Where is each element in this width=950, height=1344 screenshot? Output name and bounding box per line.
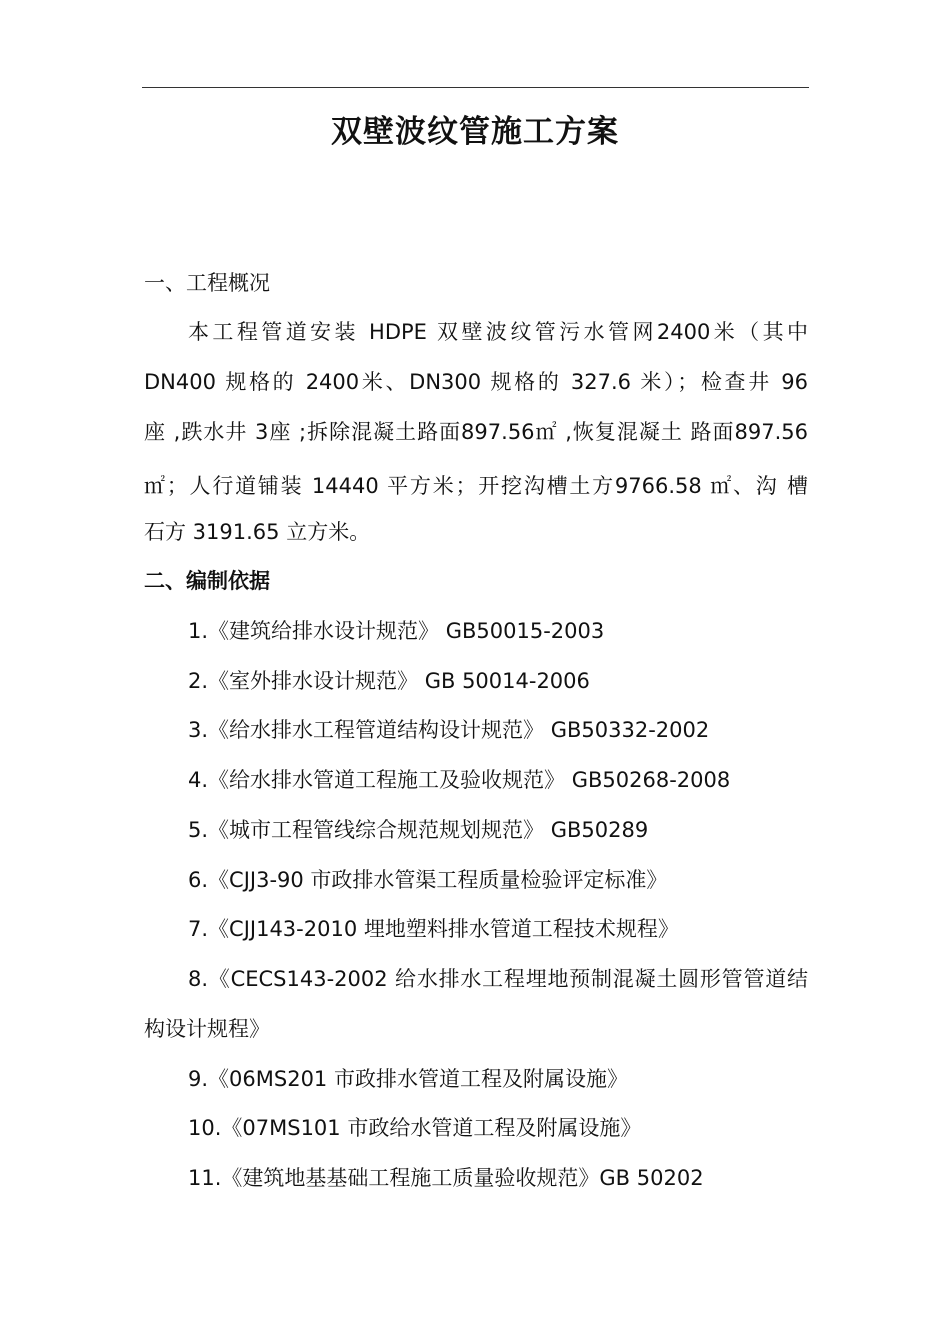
overview-line-1: 本工程管道安装 HDPE 双壁波纹管污水管网2400米（其中 <box>188 320 808 344</box>
document-title: 双壁波纹管施工方案 <box>331 114 619 150</box>
basis-item: 6.《CJJ3-90 市政排水管渠工程质量检验评定标准》 <box>188 868 668 892</box>
basis-item-continuation: 构设计规程》 <box>144 1017 270 1041</box>
basis-item: 1.《建筑给排水设计规范》 GB50015-2003 <box>188 619 605 643</box>
basis-item: 3.《给水排水工程管道结构设计规范》 GB50332-2002 <box>188 718 710 742</box>
overview-line-3: 座 ,跌水井 3座 ;拆除混凝土路面897.56㎡ ,恢复混凝土 路面897.56 <box>144 420 808 444</box>
overview-line-4: ㎡；人行道铺装 14440 平方米；开挖沟槽土方9766.58 ㎡、沟 槽 <box>144 474 808 498</box>
overview-line-5: 石方 3191.65 立方米。 <box>144 520 371 544</box>
basis-item: 5.《城市工程管线综合规范规划规范》 GB50289 <box>188 818 649 842</box>
basis-item: 7.《CJJ143-2010 埋地塑料排水管道工程技术规程》 <box>188 917 679 941</box>
basis-item: 4.《给水排水管道工程施工及验收规范》 GB50268-2008 <box>188 768 731 792</box>
header-rule <box>142 87 809 88</box>
basis-item: 9.《06MS201 市政排水管道工程及附属设施》 <box>188 1067 628 1091</box>
basis-item: 11.《建筑地基基础工程施工质量验收规范》GB 50202 <box>188 1166 704 1190</box>
basis-item: 8.《CECS143-2002 给水排水工程埋地预制混凝土圆形管管道结 <box>188 967 808 991</box>
basis-item: 2.《室外排水设计规范》 GB 50014-2006 <box>188 669 590 693</box>
section-heading-basis: 二、编制依据 <box>144 569 270 593</box>
basis-item: 10.《07MS101 市政给水管道工程及附属设施》 <box>188 1116 642 1140</box>
overview-line-2: DN400 规格的 2400米、DN300 规格的 327.6 米）；检查井 96 <box>144 370 808 394</box>
section-heading-overview: 一、工程概况 <box>144 271 270 295</box>
